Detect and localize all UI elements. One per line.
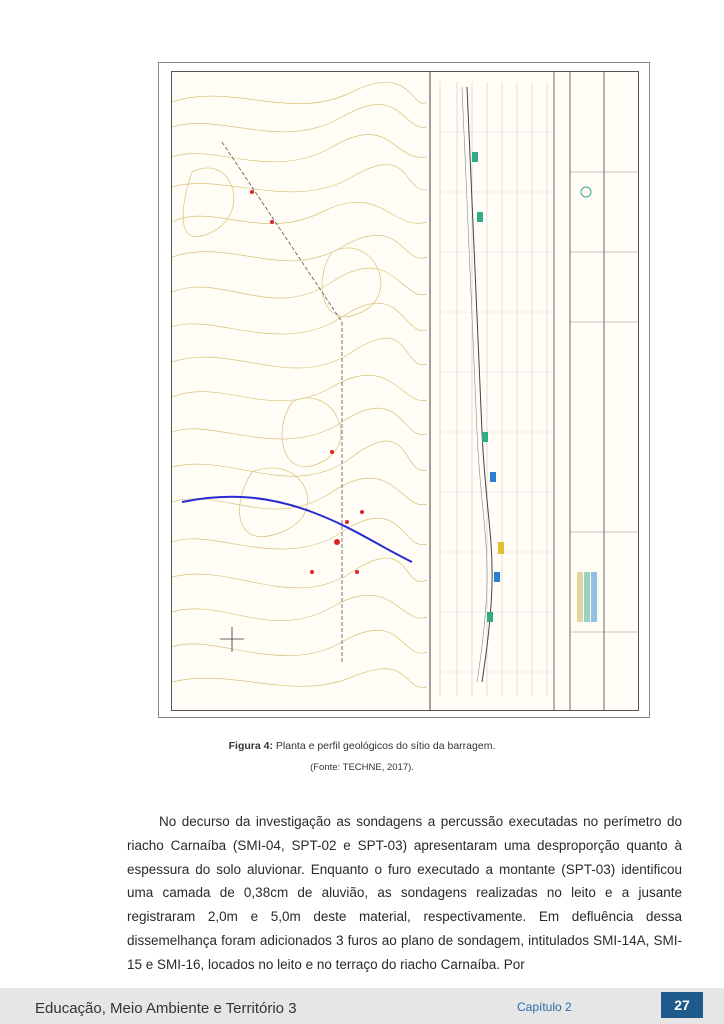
figure-label: Figura 4: <box>228 740 273 752</box>
page-number: 27 <box>661 992 703 1018</box>
footer-book-title: Educação, Meio Ambiente e Território 3 <box>35 1000 297 1017</box>
body-text <box>127 810 682 977</box>
figure-frame <box>158 62 650 718</box>
figure-caption <box>0 740 724 752</box>
figure-source: (Fonte: TECHNE, 2017). <box>310 762 414 773</box>
geological-map-drawing <box>172 72 638 710</box>
body-paragraph: No decurso da investigação as sondagens a percussão executadas no perímetro do riacho Carnaíba (SMI-04, SPT-02 e SPT-03) apresentaram uma desproporção quanto à espessura do solo aluvionar. Enquanto o furo executado a montante (SPT-03) identificou uma camada de 0,38cm de aluvião, as sondagens realizadas no leito e a jusante registraram 2,0m e 5,0m deste material, respectivamente. Em defluência dessa dissemelhança foram adicionados 3 furos ao plano de sondagem, intitulados SMI-14A, SMI-15 e SMI-16, locados no leito e no terraço do riacho Carnaíba. Por <box>127 814 682 972</box>
footer-chapter: Capítulo 2 <box>517 1000 572 1014</box>
figure-caption-text: Planta e perfil geológicos do sítio da barragem. <box>275 740 496 752</box>
geological-map-figure <box>171 71 639 711</box>
